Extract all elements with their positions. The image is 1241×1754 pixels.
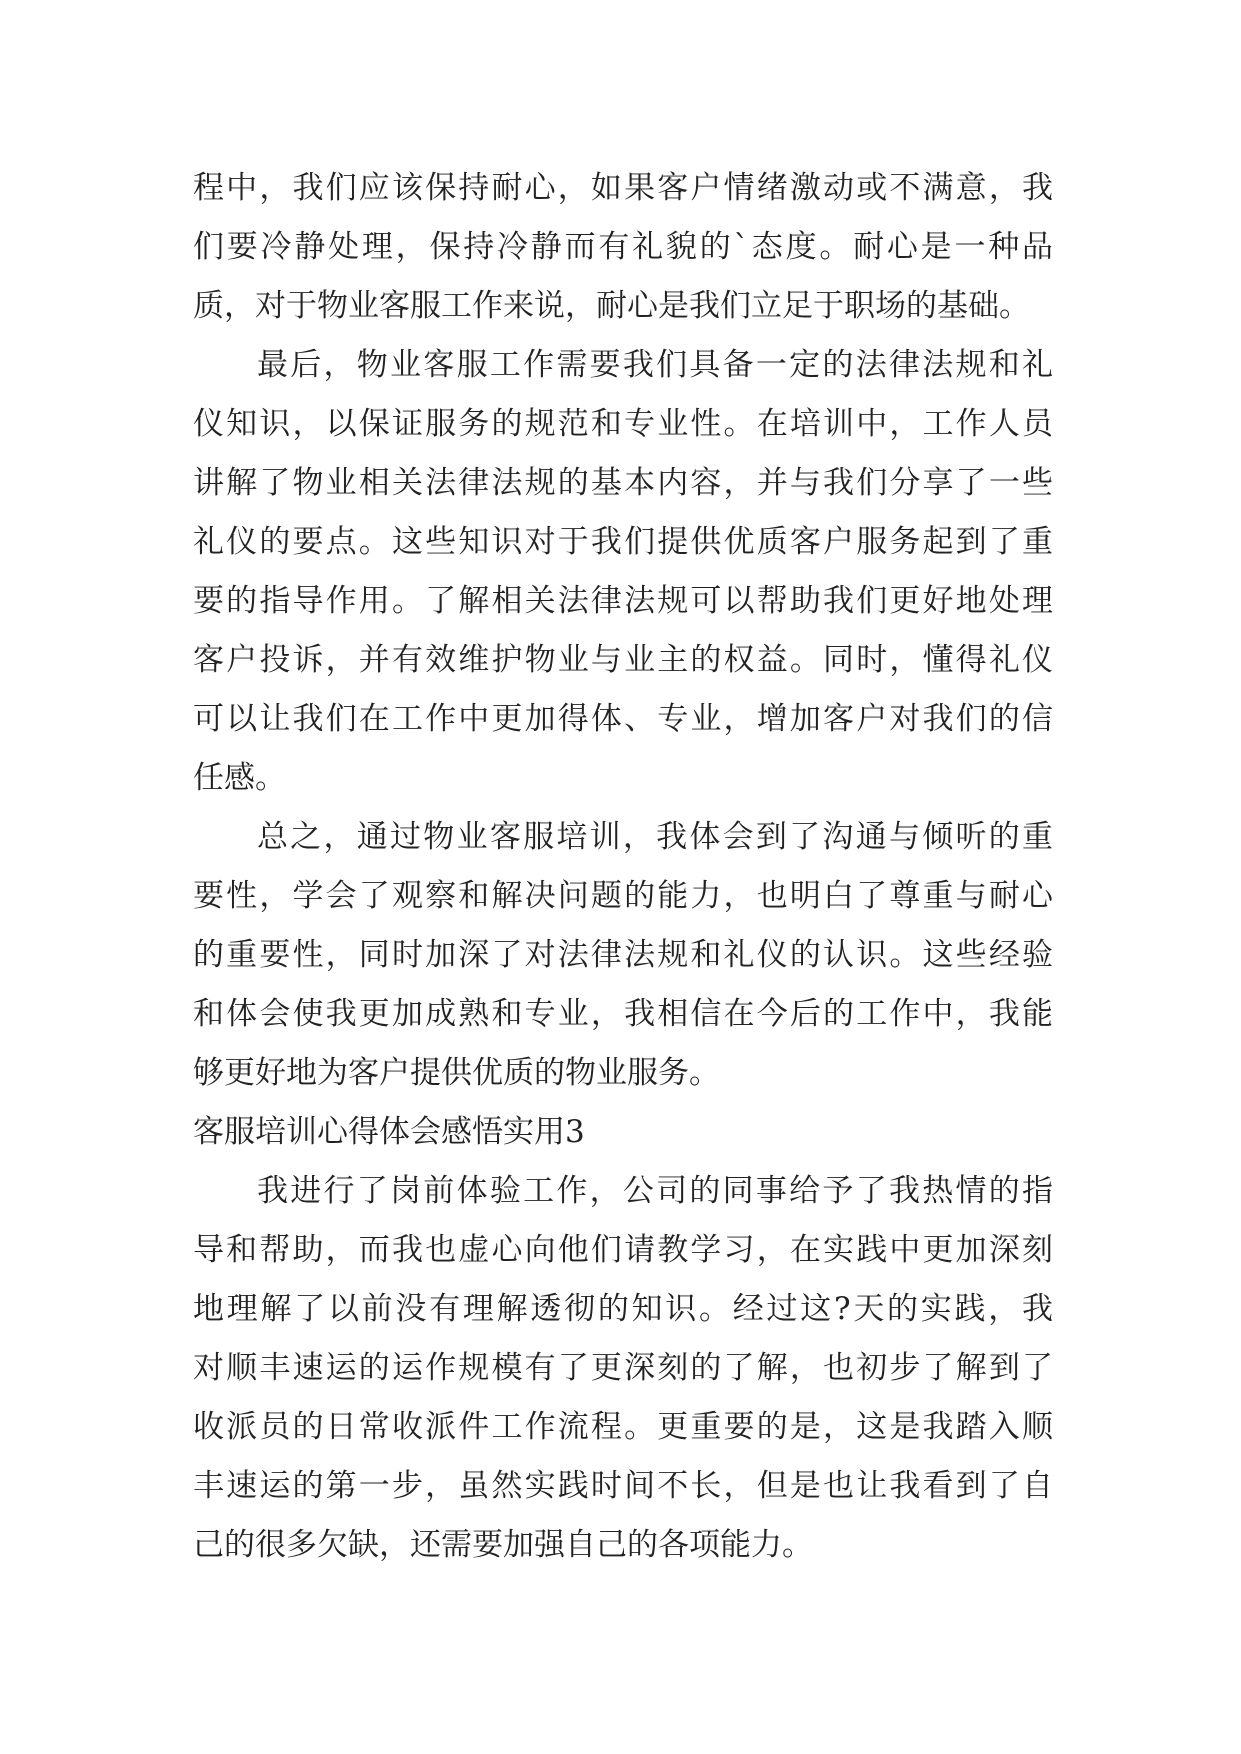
text-line: 质，对于物业客服工作来说，耐心是我们立足于职场的基础。 [193,288,1030,324]
text-line: 收派员的日常收派件工作流程。更重要的是，这是我踏入顺 [193,1409,1053,1445]
text-line: 礼仪的要点。这些知识对于我们提供优质客户服务起到了重 [193,524,1053,560]
text-line: 要的指导作用。了解相关法律法规可以帮助我们更好地处理 [193,583,1053,619]
text-line: 讲解了物业相关法律法规的基本内容，并与我们分享了一些 [193,465,1053,501]
text-line: 仪知识，以保证服务的规范和专业性。在培训中，工作人员 [193,406,1053,442]
text-line: 程中，我们应该保持耐心，如果客户情绪激动或不满意，我 [193,170,1053,206]
text-line: 对顺丰速运的运作规模有了更深刻的了解，也初步了解到了 [193,1350,1053,1386]
text-line: 导和帮助，而我也虚心向他们请教学习，在实践中更加深刻 [193,1232,1053,1268]
text-line: 最后，物业客服工作需要我们具备一定的法律法规和礼 [257,347,1053,383]
section-heading: 客服培训心得体会感悟实用3 [193,1114,585,1150]
text-line: 总之，通过物业客服培训，我体会到了沟通与倾听的重 [257,819,1053,855]
text-line: 地理解了以前没有理解透彻的知识。经过这?天的实践，我 [193,1291,1053,1327]
text-line: 我进行了岗前体验工作，公司的同事给予了我热情的指 [257,1173,1053,1209]
text-line: 可以让我们在工作中更加得体、专业，增加客户对我们的信 [193,701,1053,737]
text-line: 们要冷静处理，保持冷静而有礼貌的`态度。耐心是一种品 [193,229,1053,265]
text-line: 和体会使我更加成熟和专业，我相信在今后的工作中，我能 [193,996,1053,1032]
text-line: 己的很多欠缺，还需要加强自己的各项能力。 [193,1527,813,1563]
text-line: 要性，学会了观察和解决问题的能力，也明白了尊重与耐心 [193,878,1053,914]
text-line: 任感。 [193,760,286,796]
text-line: 客户投诉，并有效维护物业与业主的权益。同时，懂得礼仪 [193,642,1053,678]
text-line: 的重要性，同时加深了对法律法规和礼仪的认识。这些经验 [193,937,1053,973]
document-body [193,159,1053,1575]
text-line: 丰速运的第一步，虽然实践时间不长，但是也让我看到了自 [193,1468,1053,1504]
text-line: 够更好地为客户提供优质的物业服务。 [193,1055,720,1091]
